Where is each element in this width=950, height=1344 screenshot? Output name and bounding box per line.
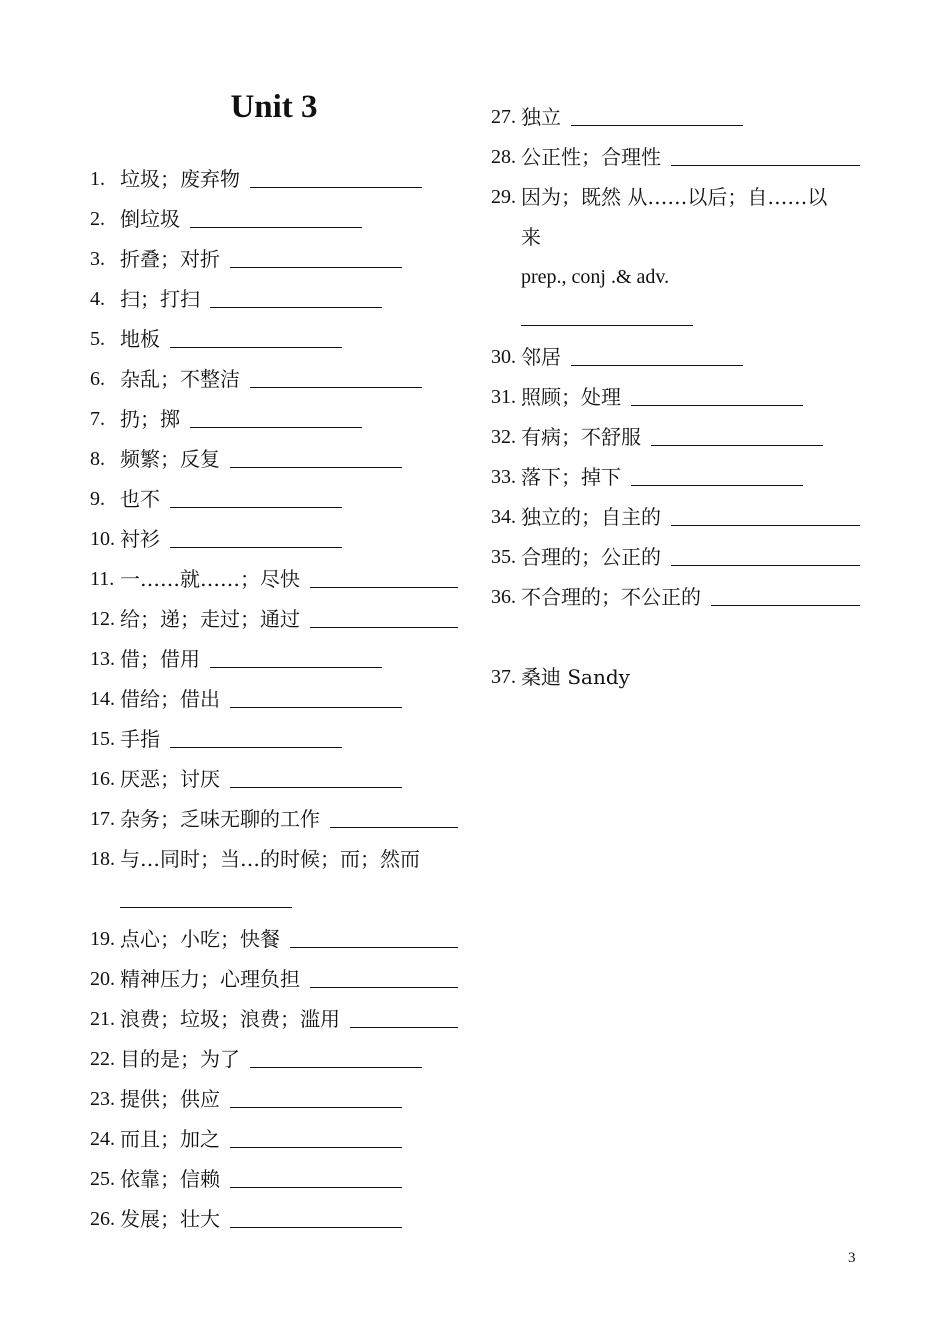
item-label: 手指: [120, 727, 160, 751]
item-label: 与…同时；当…的时候；而；然而: [120, 847, 420, 871]
answer-blank[interactable]: [350, 1027, 458, 1028]
left-column: [90, 152, 458, 1232]
answer-blank[interactable]: [210, 307, 382, 308]
item-label: 照顾；处理: [521, 385, 621, 409]
item-number: 9.: [90, 488, 105, 510]
answer-blank[interactable]: [170, 507, 342, 508]
item-number: 17.: [90, 808, 115, 830]
vocab-item: [90, 792, 458, 832]
answer-blank[interactable]: [310, 987, 458, 988]
vocab-item: [90, 232, 458, 272]
item-number: 3.: [90, 248, 105, 270]
vocab-item: [491, 330, 860, 370]
item-label: 倒垃圾: [120, 207, 180, 231]
vocab-item: [90, 712, 458, 752]
item-label: 因为；既然 从……以后；自……以: [521, 185, 828, 209]
vocab-item: [491, 490, 860, 530]
item-label: 借；借用: [120, 647, 200, 671]
item-number: 1.: [90, 168, 105, 190]
item-number: 16.: [90, 768, 115, 790]
answer-blank[interactable]: [671, 165, 860, 166]
item-label: 公正性；合理性: [521, 145, 661, 169]
item-label: 桑迪 Sandy: [521, 665, 630, 689]
part-of-speech: prep., conj .& adv.: [521, 266, 670, 288]
item-number: 26.: [90, 1208, 115, 1230]
item-label: 落下；掉下: [521, 465, 621, 489]
item-label: 扔；掷: [120, 407, 180, 431]
answer-blank[interactable]: [170, 747, 342, 748]
item-label-continued: 来: [521, 225, 541, 249]
answer-blank[interactable]: [330, 827, 458, 828]
item-label: 独立: [521, 105, 561, 129]
vocab-item: [491, 170, 860, 210]
item-number: 32.: [491, 426, 516, 448]
answer-blank[interactable]: [190, 227, 362, 228]
item-label: 浪费；垃圾；浪费；滥用: [120, 1007, 340, 1031]
answer-blank[interactable]: [310, 587, 458, 588]
page-number: 3: [848, 1250, 856, 1266]
answer-blank[interactable]: [631, 405, 803, 406]
item-label: 借给；借出: [120, 687, 220, 711]
answer-blank[interactable]: [250, 1067, 422, 1068]
answer-blank[interactable]: [210, 667, 382, 668]
item-label: 合理的；公正的: [521, 545, 661, 569]
vocab-item: [491, 530, 860, 570]
answer-blank[interactable]: [230, 1227, 402, 1228]
item-number: 18.: [90, 848, 115, 870]
vocab-item: [90, 472, 458, 512]
vocab-item: [491, 370, 860, 410]
answer-blank[interactable]: [230, 467, 402, 468]
item-number: 35.: [491, 546, 516, 568]
vocab-item: [90, 992, 458, 1032]
answer-blank-line: [90, 872, 458, 912]
vocab-item: [90, 1192, 458, 1232]
item-number: 12.: [90, 608, 115, 630]
vocab-item: [491, 650, 860, 690]
answer-blank[interactable]: [230, 787, 402, 788]
item-number: 20.: [90, 968, 115, 990]
item-label: 目的是；为了: [120, 1047, 240, 1071]
item-number: 14.: [90, 688, 115, 710]
vocab-item: [90, 832, 458, 872]
answer-blank[interactable]: [631, 485, 803, 486]
answer-blank[interactable]: [190, 427, 362, 428]
item-label: 也不: [120, 487, 160, 511]
item-number: 13.: [90, 648, 115, 670]
item-number: 27.: [491, 106, 516, 128]
item-number: 24.: [90, 1128, 115, 1150]
vocab-item: [90, 312, 458, 352]
item-label: 衬衫: [120, 527, 160, 551]
spacer: [491, 610, 860, 650]
item-number: 33.: [491, 466, 516, 488]
vocab-item: [90, 552, 458, 592]
vocab-item: [90, 352, 458, 392]
vocab-item: [491, 130, 860, 170]
answer-blank[interactable]: [651, 445, 823, 446]
vocab-item: [90, 152, 458, 192]
answer-blank[interactable]: [170, 347, 342, 348]
item-number: 23.: [90, 1088, 115, 1110]
item-number: 15.: [90, 728, 115, 750]
vocab-item: [491, 410, 860, 450]
item-number: 11.: [90, 568, 115, 590]
item-label: 一……就……；尽快: [120, 567, 300, 591]
item-number: 6.: [90, 368, 105, 390]
item-label: 扫；打扫: [120, 287, 200, 311]
answer-blank[interactable]: [571, 365, 743, 366]
vocab-item: [90, 392, 458, 432]
answer-blank[interactable]: [230, 707, 402, 708]
answer-blank[interactable]: [521, 325, 693, 326]
item-label: 发展；壮大: [120, 1207, 220, 1231]
vocab-item: [90, 192, 458, 232]
answer-blank[interactable]: [671, 525, 860, 526]
item-number: 2.: [90, 208, 105, 230]
item-label: 频繁；反复: [120, 447, 220, 471]
item-number: 25.: [90, 1168, 115, 1190]
item-label: 而且；加之: [120, 1127, 220, 1151]
item-number: 21.: [90, 1008, 115, 1030]
answer-blank[interactable]: [250, 387, 422, 388]
item-label: 厌恶；讨厌: [120, 767, 220, 791]
vocab-item: [90, 592, 458, 632]
answer-blank[interactable]: [120, 907, 292, 908]
vocab-item: [90, 752, 458, 792]
item-number: 30.: [491, 346, 516, 368]
answer-blank[interactable]: [230, 1147, 402, 1148]
item-label: 依靠；信赖: [120, 1167, 220, 1191]
answer-blank[interactable]: [711, 605, 860, 606]
answer-blank[interactable]: [250, 187, 422, 188]
vocab-item: [90, 1112, 458, 1152]
answer-blank[interactable]: [230, 267, 402, 268]
answer-blank[interactable]: [290, 947, 458, 948]
item-label: 不合理的；不公正的: [521, 585, 701, 609]
answer-blank[interactable]: [170, 547, 342, 548]
item-number: 4.: [90, 288, 105, 310]
item-number: 22.: [90, 1048, 115, 1070]
item-number: 36.: [491, 586, 516, 608]
item-number: 8.: [90, 448, 105, 470]
right-column: [491, 90, 860, 690]
item-label: 地板: [120, 327, 160, 351]
item-number: 31.: [491, 386, 516, 408]
item-label: 杂务；乏味无聊的工作: [120, 807, 320, 831]
answer-blank[interactable]: [671, 565, 860, 566]
vocab-item: [491, 90, 860, 130]
vocab-item: [90, 1152, 458, 1192]
answer-blank[interactable]: [230, 1187, 402, 1188]
item-label: 杂乱；不整洁: [120, 367, 240, 391]
item-label: 独立的；自主的: [521, 505, 661, 529]
item-number: 34.: [491, 506, 516, 528]
item-label: 精神压力；心理负担: [120, 967, 300, 991]
vocab-item: [491, 450, 860, 490]
item-label: 提供；供应: [120, 1087, 220, 1111]
item-number: 37.: [491, 666, 516, 688]
page-title: Unit 3: [230, 89, 318, 125]
item-number: 10.: [90, 528, 115, 550]
vocab-item: [90, 672, 458, 712]
item-number: 19.: [90, 928, 115, 950]
answer-blank-line: [491, 290, 860, 330]
answer-blank[interactable]: [571, 125, 743, 126]
item-label: 折叠；对折: [120, 247, 220, 271]
vocab-item: [90, 512, 458, 552]
item-label: 点心；小吃；快餐: [120, 927, 280, 951]
vocab-item: [90, 432, 458, 472]
vocab-item: [491, 570, 860, 610]
item-label: 邻居: [521, 345, 561, 369]
item-label: 有病；不舒服: [521, 425, 641, 449]
item-number: 5.: [90, 328, 105, 350]
vocab-item: [90, 952, 458, 992]
item-label: 垃圾；废弃物: [120, 167, 240, 191]
item-number: 7.: [90, 408, 105, 430]
item-number: 29.: [491, 186, 516, 208]
item-number: 28.: [491, 146, 516, 168]
answer-blank[interactable]: [310, 627, 458, 628]
vocab-item: [90, 1032, 458, 1072]
vocab-item: [90, 632, 458, 672]
answer-blank[interactable]: [230, 1107, 402, 1108]
vocab-item: [90, 272, 458, 312]
vocab-item: [90, 1072, 458, 1112]
item-label: 给；递；走过；通过: [120, 607, 300, 631]
vocab-item: [90, 912, 458, 952]
